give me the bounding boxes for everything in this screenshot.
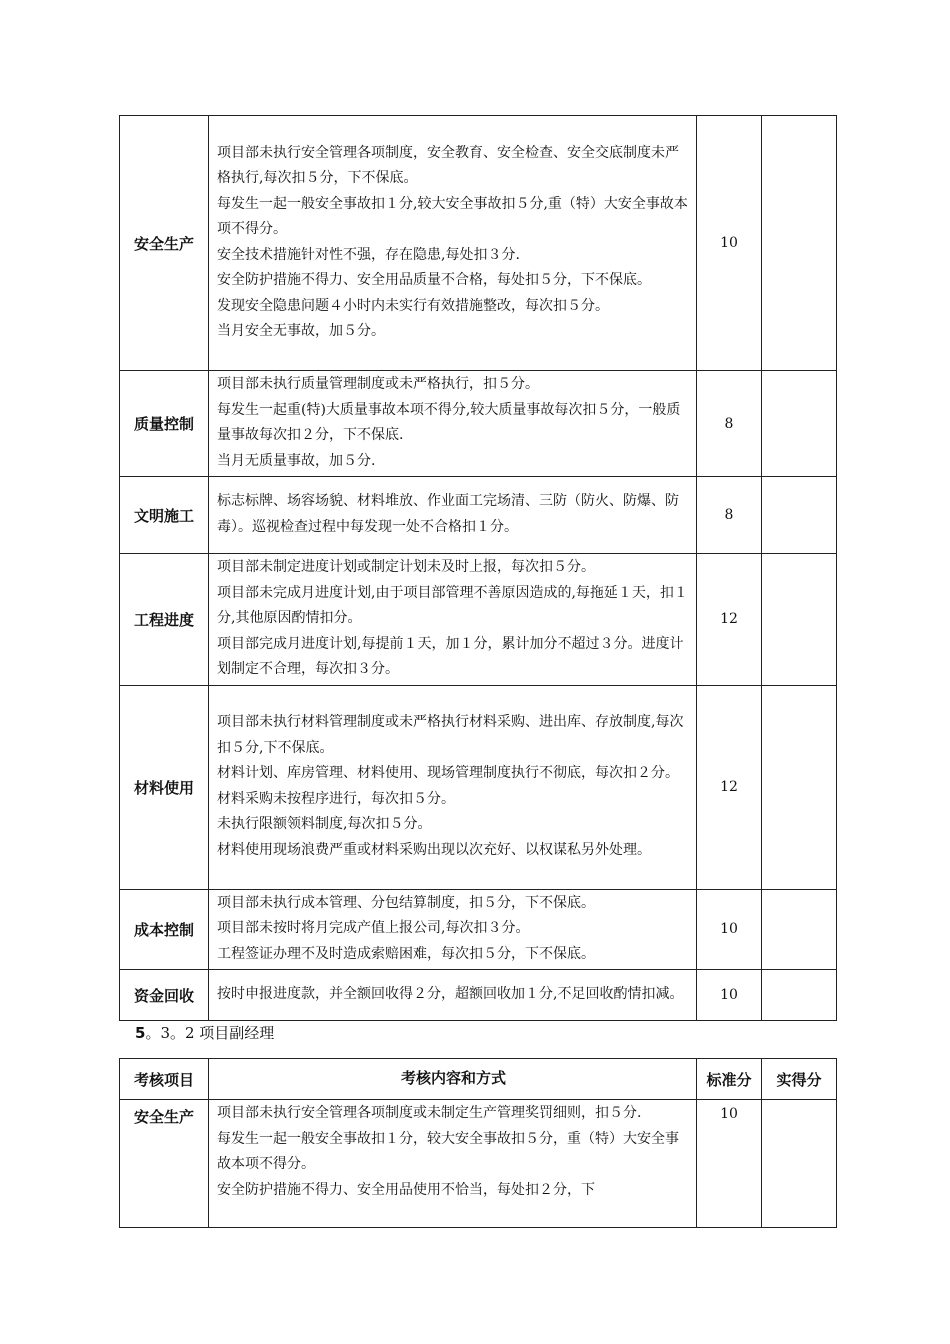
standard-score: 10 <box>697 889 762 970</box>
content-line: 项目部未执行安全管理各项制度或未制定生产管理奖罚细则，扣５分. <box>217 1105 642 1121</box>
content-line: 项目部未执行安全管理各项制度，安全教育、安全检查、安全交底制度未严格执行,每次扣５分，下不保底。 <box>217 144 679 186</box>
table-row <box>120 371 837 477</box>
table-row <box>120 889 837 970</box>
item-content <box>209 477 697 554</box>
header-content: 考核内容和方式 <box>209 1059 697 1100</box>
standard-score: 10 <box>697 970 762 1021</box>
section-heading <box>135 1022 274 1043</box>
content-line: 项目部完成月进度计划,每提前１天，加１分，累计加分不超过３分。进度计划制定不合理，每次扣３分。 <box>217 635 684 677</box>
item-content <box>209 970 697 1021</box>
item-name: 安全生产 <box>120 116 209 371</box>
item-content <box>209 116 697 371</box>
content-line: 材料使用现场浪费严重或材料采购出现以次充好、以权谋私另外处理。 <box>217 841 651 858</box>
content-line: 安全防护措施不得力、安全用品使用不恰当，每处扣２分，下 <box>217 1181 595 1198</box>
item-name: 工程进度 <box>120 554 209 686</box>
content-line: 项目部未执行成本管理、分包结算制度，扣５分，下不保底。 <box>217 894 595 911</box>
header-item: 考核项目 <box>120 1059 209 1100</box>
header-standard: 标准分 <box>697 1059 762 1100</box>
actual-score <box>762 1100 837 1228</box>
item-name: 资金回收 <box>120 970 209 1021</box>
item-content <box>209 889 697 970</box>
actual-score <box>762 371 837 477</box>
table-row <box>120 1100 837 1228</box>
content-line: 当月安全无事故，加５分。 <box>217 323 385 339</box>
item-content <box>209 1100 697 1228</box>
standard-score: 12 <box>697 685 762 889</box>
content-line: 当月无质量事故，加５分. <box>217 452 376 469</box>
standard-score: 8 <box>697 477 762 554</box>
content-line: 材料采购未按程序进行，每次扣５分。 <box>217 790 455 807</box>
content-line: 按时申报进度款，并全额回收得２分，超额回收加１分,不足回收酌情扣减。 <box>217 985 684 1002</box>
content-line: 工程签证办理不及时造成索赔困难，每次扣５分，下不保底。 <box>217 945 595 962</box>
actual-score <box>762 685 837 889</box>
item-name: 安全生产 <box>120 1100 209 1228</box>
content-line: 发现安全隐患问题４小时内未实行有效措施整改，每次扣５分。 <box>217 297 609 314</box>
item-name: 材料使用 <box>120 685 209 889</box>
table-row <box>120 116 837 371</box>
standard-score: 12 <box>697 554 762 686</box>
table-row <box>120 970 837 1021</box>
table-row <box>120 554 837 686</box>
content-line: 标志标牌、场容场貌、材料堆放、作业面工完场清、三防（防火、防爆、防毒）。巡视检查过程中每发现一处不合格扣１分。 <box>217 493 679 535</box>
content-line: 材料计划、库房管理、材料使用、现场管理制度执行不彻底，每次扣２分。 <box>217 765 679 781</box>
section-title: 。3。2 项目副经理 <box>145 1024 275 1042</box>
section-number: 5 <box>135 1024 146 1042</box>
actual-score <box>762 970 837 1021</box>
actual-score <box>762 554 837 686</box>
item-name: 文明施工 <box>120 477 209 554</box>
content-line: 项目部未完成月进度计划,由于项目部管理不善原因造成的,每拖延１天，扣１分,其他原因酌情扣分。 <box>217 584 688 626</box>
content-line: 项目部未执行材料管理制度或未严格执行材料采购、进出库、存放制度,每次扣５分,下不保底。 <box>217 714 684 756</box>
table-header-row <box>120 1059 837 1100</box>
content-line: 项目部未按时将月完成产值上报公司,每次扣３分。 <box>217 920 530 936</box>
standard-score: 10 <box>697 116 762 371</box>
content-line: 安全防护措施不得力、安全用品质量不合格，每处扣５分，下不保底。 <box>217 272 651 288</box>
table-row <box>120 685 837 889</box>
item-content <box>209 371 697 477</box>
content-line: 每发生一起一般安全事故扣１分,较大安全事故扣５分,重（特）大安全事故本项不得分。 <box>217 195 688 237</box>
content-line: 未执行限额领料制度,每次扣５分。 <box>217 816 432 832</box>
standard-score: 10 <box>697 1100 762 1228</box>
item-name: 成本控制 <box>120 889 209 970</box>
assessment-table-2 <box>119 1058 837 1228</box>
content-line: 项目部未执行质量管理制度或未严格执行，扣５分。 <box>217 376 539 392</box>
table-row <box>120 477 837 554</box>
content-line: 每发生一起重(特)大质量事故本项不得分,较大质量事故每次扣５分，一般质量事故每次扣２分，下不保底. <box>217 401 681 443</box>
standard-score: 8 <box>697 371 762 477</box>
content-line: 项目部未制定进度计划或制定计划未及时上报，每次扣５分。 <box>217 559 595 575</box>
assessment-table-1 <box>119 115 837 1021</box>
actual-score <box>762 889 837 970</box>
content-line: 每发生一起一般安全事故扣１分，较大安全事故扣５分，重（特）大安全事故本项不得分。 <box>217 1130 679 1172</box>
header-actual: 实得分 <box>762 1059 837 1100</box>
item-content <box>209 685 697 889</box>
item-content <box>209 554 697 686</box>
actual-score <box>762 116 837 371</box>
actual-score <box>762 477 837 554</box>
content-line: 安全技术措施针对性不强，存在隐患,每处扣３分. <box>217 246 520 263</box>
item-name: 质量控制 <box>120 371 209 477</box>
